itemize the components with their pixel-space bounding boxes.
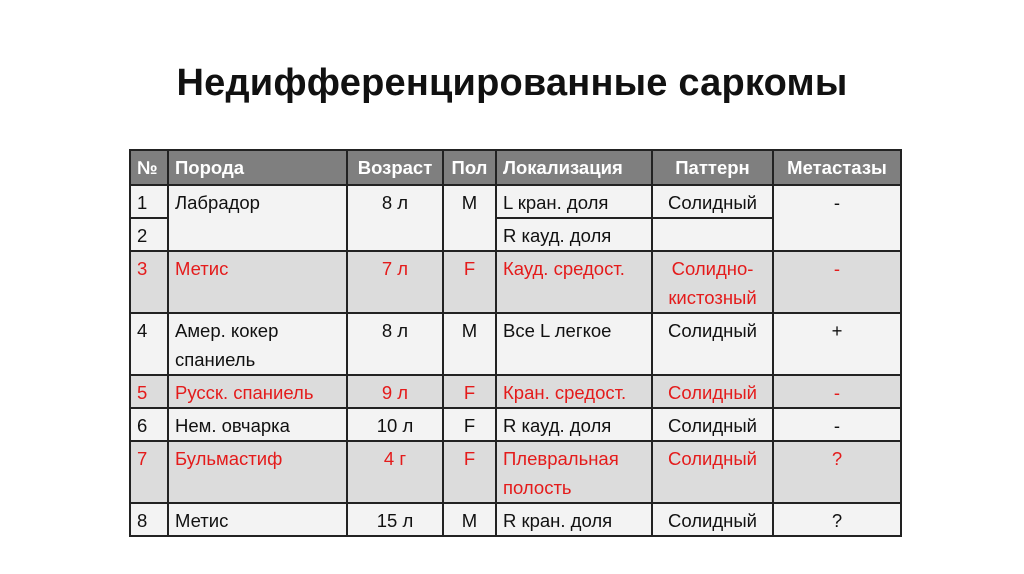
header-pattern: Паттерн xyxy=(652,150,773,185)
cell-metastases: - xyxy=(773,408,901,441)
cell-metastases: - xyxy=(773,251,901,313)
cell-pattern: Солидно-кистозный xyxy=(652,251,773,313)
header-breed: Порода xyxy=(168,150,347,185)
slide-title: Недифференцированные саркомы xyxy=(176,62,848,104)
cell-age: 4 г xyxy=(347,441,443,503)
header-sex: Пол xyxy=(443,150,496,185)
cell-sex: F xyxy=(443,251,496,313)
cell-num: 4 xyxy=(130,313,168,375)
cell-location: R кауд. доля xyxy=(496,408,652,441)
cell-metastases: - xyxy=(773,185,901,251)
cell-sex: F xyxy=(443,375,496,408)
cell-age: 7 л xyxy=(347,251,443,313)
cell-num: 2 xyxy=(130,218,168,251)
header-age: Возраст xyxy=(347,150,443,185)
table-row xyxy=(130,313,901,375)
cell-age: 8 л xyxy=(347,313,443,375)
sarcoma-table xyxy=(129,149,902,537)
cell-num: 1 xyxy=(130,185,168,218)
table-row xyxy=(130,503,901,536)
table-row xyxy=(130,408,901,441)
cell-sex: M xyxy=(443,185,496,251)
cell-breed: Метис xyxy=(168,503,347,536)
header-num: № xyxy=(130,150,168,185)
table-header-row xyxy=(130,150,901,185)
cell-pattern: Солидный xyxy=(652,375,773,408)
cell-breed: Метис xyxy=(168,251,347,313)
cell-location: R кауд. доля xyxy=(496,218,652,251)
table-row xyxy=(130,441,901,503)
cell-sex: F xyxy=(443,408,496,441)
cell-location: Плевральная полость xyxy=(496,441,652,503)
header-location: Локализация xyxy=(496,150,652,185)
cell-pattern: Солидный xyxy=(652,441,773,503)
cell-metastases: + xyxy=(773,313,901,375)
cell-sex: F xyxy=(443,441,496,503)
cell-num: 6 xyxy=(130,408,168,441)
cell-num: 5 xyxy=(130,375,168,408)
cell-num: 7 xyxy=(130,441,168,503)
header-metastases: Метастазы xyxy=(773,150,901,185)
cell-breed: Русск. спаниель xyxy=(168,375,347,408)
cell-num: 3 xyxy=(130,251,168,313)
cell-pattern: Солидный xyxy=(652,408,773,441)
cell-age: 8 л xyxy=(347,185,443,251)
cell-sex: M xyxy=(443,313,496,375)
cell-sex: M xyxy=(443,503,496,536)
cell-pattern: Солидный xyxy=(652,503,773,536)
table-row xyxy=(130,375,901,408)
table-row xyxy=(130,185,901,218)
cell-breed: Амер. кокер спаниель xyxy=(168,313,347,375)
cell-age: 10 л xyxy=(347,408,443,441)
cell-pattern xyxy=(652,218,773,251)
cell-age: 9 л xyxy=(347,375,443,408)
cell-pattern: Солидный xyxy=(652,185,773,218)
cell-age: 15 л xyxy=(347,503,443,536)
cell-metastases: - xyxy=(773,375,901,408)
cell-breed: Лабрадор xyxy=(168,185,347,251)
cell-metastases: ? xyxy=(773,503,901,536)
cell-breed: Бульмастиф xyxy=(168,441,347,503)
cell-location: L кран. доля xyxy=(496,185,652,218)
cell-pattern: Солидный xyxy=(652,313,773,375)
table-row xyxy=(130,251,901,313)
cell-location: R кран. доля xyxy=(496,503,652,536)
cell-metastases: ? xyxy=(773,441,901,503)
cell-breed: Нем. овчарка xyxy=(168,408,347,441)
cell-location: Кауд. средост. xyxy=(496,251,652,313)
cell-location: Кран. средост. xyxy=(496,375,652,408)
cell-location: Все L легкое xyxy=(496,313,652,375)
cell-num: 8 xyxy=(130,503,168,536)
